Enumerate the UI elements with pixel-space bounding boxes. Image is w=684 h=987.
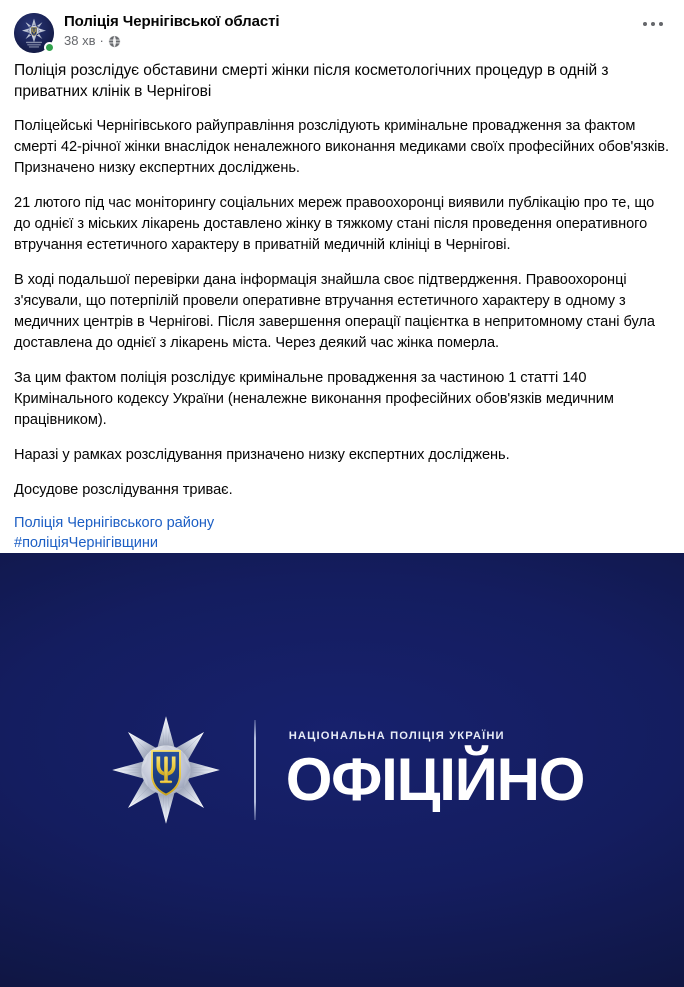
post-paragraph: В ході подальшої перевірки дана інформація знайшла своє підтвердження. Правоохоронці з'ясували, що потерпілій провели оперативне втручання естетичного характеру в одному з медичних центрів в Чернігові. Після завершення операції пацієнтка в непритомному стані була доставлена до однієї з лікарень міста. Через деякий час жінка померла.	[14, 272, 655, 351]
post-hashtag-link[interactable]: #поліціяЧернігівщини	[14, 535, 159, 551]
post-meta	[64, 33, 279, 49]
globe-icon[interactable]	[108, 35, 121, 48]
post-options-button[interactable]	[643, 22, 663, 26]
post-header	[0, 0, 684, 56]
post-timestamp[interactable]: 38 хв	[64, 33, 96, 48]
post-author-block	[64, 12, 279, 49]
online-status-indicator	[44, 42, 55, 53]
banner-title: ОФІЦІЙНО	[285, 746, 585, 813]
banner-divider	[254, 720, 256, 820]
post-attached-image[interactable]	[0, 553, 684, 987]
post-lead-text: Поліція розслідує обставини смерті жінки після косметологічних процедур в одній з приватних клінік в Чернігові	[14, 62, 609, 100]
meta-separator: ·	[99, 33, 104, 48]
page-name[interactable]: Поліція Чернігівської області	[64, 13, 280, 30]
post-paragraph: Досудове розслідування триває.	[14, 482, 233, 498]
post-links	[14, 513, 670, 553]
police-star-trident-emblem-icon	[110, 714, 222, 826]
post-body	[0, 56, 684, 553]
post-paragraph: Поліцейські Чернігівського райуправління розслідують кримінальне провадження за фактом смерті 42-річної жінки внаслідок неналежного виконання медиками своїх професійних обов'язків. Призначено низку експертних досліджень.	[14, 118, 670, 176]
banner-content	[0, 714, 684, 826]
ellipsis-dot	[643, 22, 647, 26]
ellipsis-dot	[651, 22, 655, 26]
banner-subtitle: НАЦІОНАЛЬНА ПОЛІЦІЯ УКРАЇНИ	[288, 730, 505, 742]
post-paragraph: За цим фактом поліція розслідує кримінальне провадження за частиною 1 статті 140 Кримінального кодексу України (неналежне виконання професійних обов'язків медичним працівником).	[14, 370, 614, 428]
post-paragraph: Наразі у рамках розслідування призначено низку експертних досліджень.	[14, 447, 510, 463]
post-paragraph: 21 лютого під час моніторингу соціальних мереж правоохоронці виявили публікацію про те, що до однієї з міських лікарень доставлено жінку в тяжкому стані після проведення оперативного втручання естетичного характеру в приватній медичній клініці в Чернігові.	[14, 195, 655, 253]
post-link-page[interactable]: Поліція Чернігівського району	[14, 515, 215, 531]
ellipsis-dot	[659, 22, 663, 26]
avatar[interactable]	[14, 13, 54, 53]
banner-text-block	[286, 729, 585, 811]
